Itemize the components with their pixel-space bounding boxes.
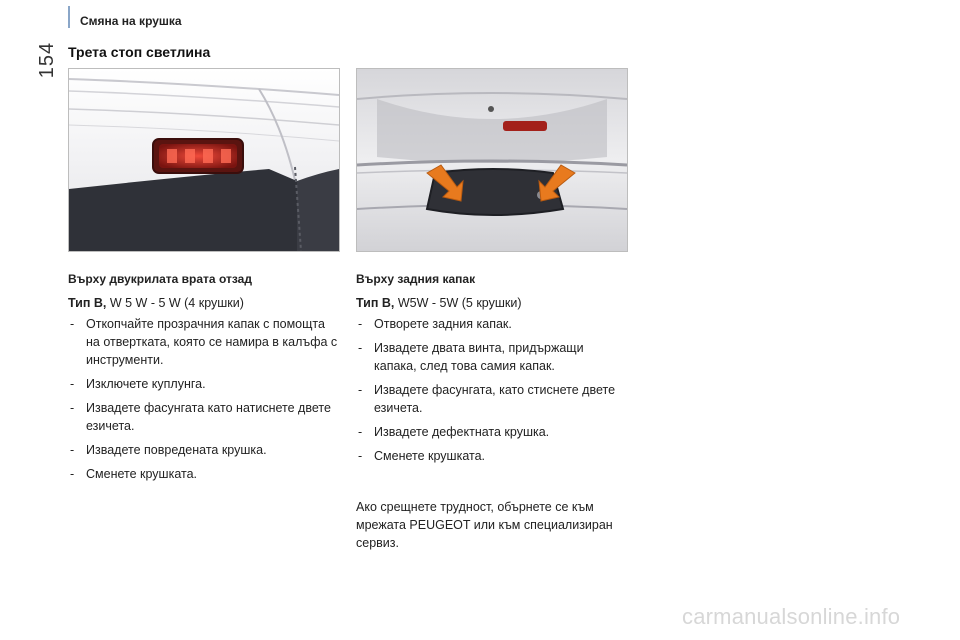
list-item: - Извадете фасунгата като натиснете двете езичета.: [68, 399, 338, 435]
rear-door-instructions: [68, 270, 338, 489]
list-item: - Сменете крушката.: [356, 447, 626, 465]
tailgate-brake-light-illustration: [356, 68, 628, 252]
rear-door-type-value: W 5 W - 5 W (4 крушки): [106, 296, 244, 310]
list-item: - Откопчайте прозрачния капак с помощта на отвертката, която се намира в калъфа с инструменти.: [68, 315, 338, 369]
tailgate-type-value: W5W - 5W (5 крушки): [394, 296, 522, 310]
header-accent-bar: [68, 6, 70, 28]
chapter-header: Смяна на крушка: [80, 14, 182, 28]
rear-door-drawing: [69, 69, 339, 251]
tailgate-heading: Върху задния капак: [356, 272, 476, 286]
rear-door-brake-light-illustration: [68, 68, 340, 252]
list-item: - Извадете дефектната крушка.: [356, 423, 626, 441]
tailgate-steps: [356, 315, 626, 465]
tailgate-drawing: [357, 69, 627, 251]
tailgate-type-label: Тип B,: [356, 296, 395, 310]
rear-door-type-label: Тип B,: [68, 296, 107, 310]
list-item: - Изключете куплунга.: [68, 375, 338, 393]
list-item: - Извадете повредената крушка.: [68, 441, 338, 459]
section-title: Трета стоп светлина: [68, 44, 211, 60]
rear-door-steps: [68, 315, 338, 483]
rear-door-bulb-type: [68, 294, 338, 312]
service-note: Ако срещнете трудност, обърнете се към мрежата PEUGEOT или към специализиран сервиз.: [356, 500, 613, 550]
tailgate-instructions: [356, 270, 626, 471]
page-number: 154: [35, 41, 58, 79]
list-item: - Извадете двата винта, придържащи капака, след това самия капак.: [356, 339, 626, 375]
list-item: - Сменете крушката.: [68, 465, 338, 483]
site-watermark: carmanualsonline.info: [682, 604, 901, 629]
rear-door-heading: Върху двукрилата врата отзад: [68, 272, 252, 286]
tailgate-bulb-type: [356, 294, 626, 312]
list-item: - Извадете фасунгата, като стиснете двете езичета.: [356, 381, 626, 417]
list-item: - Отворете задния капак.: [356, 315, 626, 333]
